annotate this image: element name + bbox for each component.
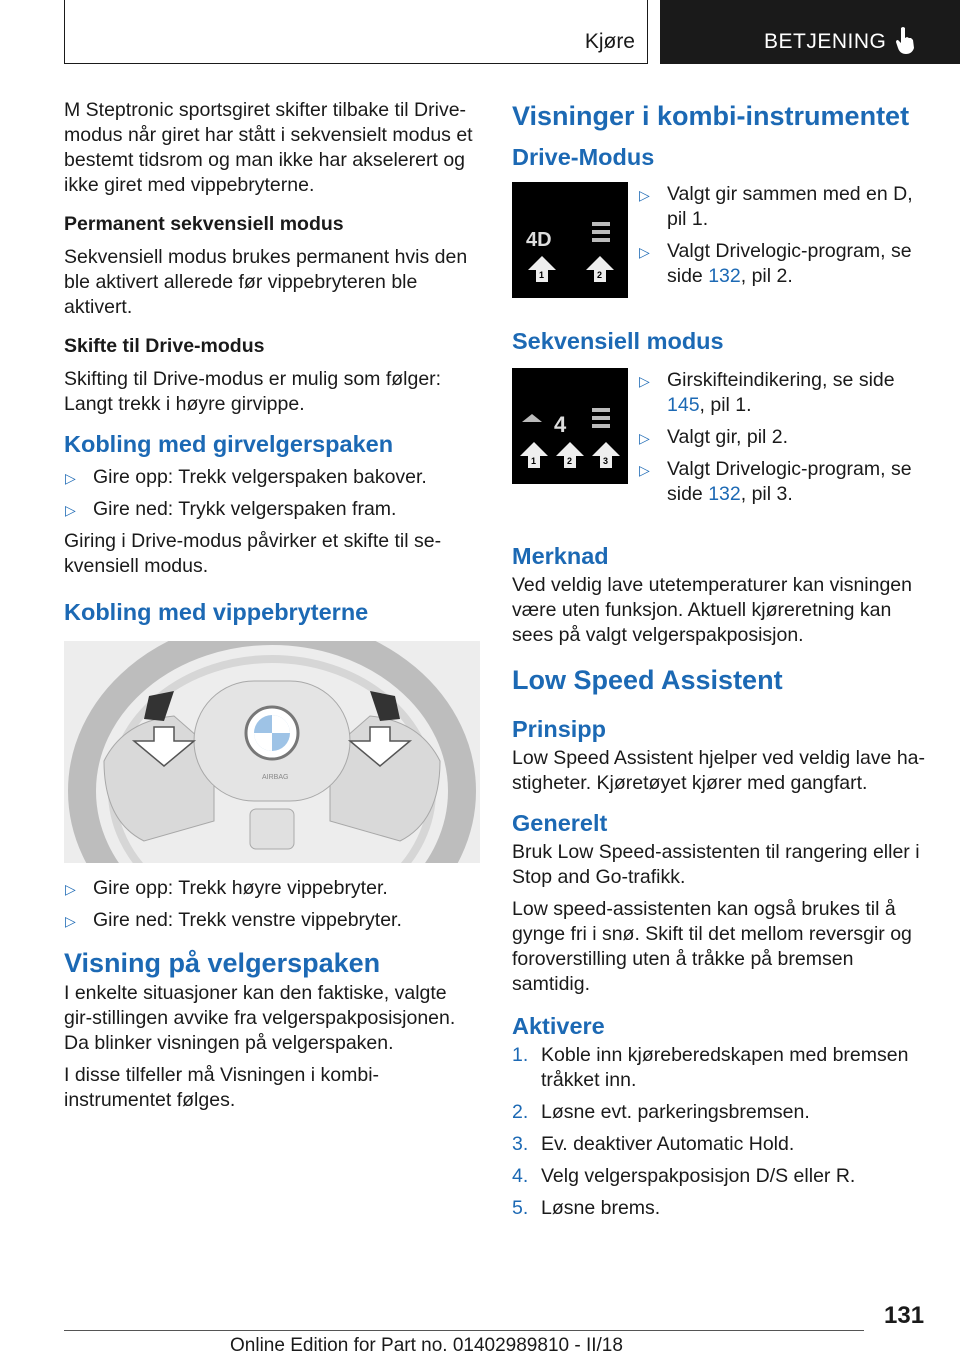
heading-low-speed: Low Speed Assistent bbox=[512, 665, 783, 695]
switch-drive-paragraph: Skifting til Drive-modus er mulig som følger: Langt trekk i høyre girvippe. bbox=[64, 368, 442, 415]
page-number: 131 bbox=[884, 1302, 925, 1329]
bullet-triangle-icon: ▷ bbox=[639, 244, 650, 260]
general-paragraph-1: Bruk Low Speed-assistenten til rangering eller i Stop and Go-trafikk. bbox=[512, 841, 920, 888]
bullet-triangle-icon: ▷ bbox=[639, 430, 650, 446]
bullet-triangle-icon: ▷ bbox=[65, 470, 76, 486]
bullet-triangle-icon: ▷ bbox=[639, 462, 650, 478]
heading-note: Merknad bbox=[512, 543, 609, 569]
svg-text:2: 2 bbox=[567, 456, 573, 466]
right-column bbox=[512, 100, 932, 1221]
list-item: ▷ Valgt Drivelogic-program, se side 132, pil 2. bbox=[639, 240, 912, 287]
bullet-triangle-icon: ▷ bbox=[639, 373, 650, 389]
footer-edition: Online Edition for Part no. 01402989810 - II/18 bbox=[230, 1335, 623, 1356]
step-item: 3. Ev. deaktiver Automatic Hold. bbox=[512, 1133, 795, 1155]
principle-paragraph: Low Speed Assistent hjelper ved veldig lave ha-stigheter. Kjøretøyet kjører med gangfart. bbox=[512, 747, 926, 794]
heading-sequential-mode: Sekvensiell modus bbox=[512, 328, 724, 354]
heading-activate: Aktivere bbox=[512, 1013, 605, 1039]
step-item: 1. Koble inn kjøreberedskapen med bremsen tråkket inn. bbox=[512, 1044, 909, 1091]
svg-text:4D: 4D bbox=[526, 229, 552, 251]
svg-text:1: 1 bbox=[539, 270, 545, 280]
hand-pointer-icon bbox=[894, 26, 918, 56]
svg-text:AIRBAG: AIRBAG bbox=[262, 774, 289, 781]
left-column bbox=[64, 98, 480, 1113]
sequential-mode-figure bbox=[512, 368, 628, 484]
header-section-label: Kjøre bbox=[584, 30, 635, 53]
lever-display-paragraph-1: I enkelte situasjoner kan den faktiske, valgte gir-stillingen avvike fra velgerspakposisjonen. Da blinker visningen på velgerspaken. bbox=[64, 982, 456, 1054]
general-paragraph-2: Low speed-assistenten kan også brukes til å gynge fri i snø. Skift til det mellom reversgir og foroverstilling uten å tråkke på bremsen samtidig. bbox=[512, 898, 912, 995]
list-item: ▷ Gire ned: Trekk venstre vippebryter. bbox=[64, 908, 480, 933]
svg-text:2: 2 bbox=[597, 270, 603, 280]
page-link[interactable]: 145 bbox=[667, 394, 700, 416]
bullet-triangle-icon: ▷ bbox=[65, 913, 76, 929]
list-item: ▷ Valgt gir sammen med en D, pil 1. bbox=[639, 183, 913, 230]
note-paragraph: Ved veldig lave utetemperaturer kan visningen være uten funksjon. Aktuell kjøreretning kan sees på valgt velgerspakposisjon. bbox=[512, 574, 912, 646]
drive-mode-figure bbox=[512, 182, 628, 298]
bullet-triangle-icon: ▷ bbox=[65, 502, 76, 518]
step-item: 5. Løsne brems. bbox=[512, 1197, 661, 1219]
heading-paddles: Kobling med vippebryterne bbox=[64, 599, 369, 625]
svg-text:3: 3 bbox=[603, 456, 609, 466]
list-item: ▷ Gire opp: Trekk velgerspaken bakover. bbox=[64, 465, 480, 490]
page-link[interactable]: 132 bbox=[708, 483, 741, 505]
header-chapter-label: BETJENING bbox=[764, 30, 887, 53]
heading-permanent-sequential: Permanent sekvensiell modus bbox=[64, 213, 344, 235]
intro-paragraph: M Steptronic sportsgiret skifter tilbake til Drive-modus når giret har stått i sekvensielt modus et bestemt tidsrom og man ikke har akselerert og ikke giret med vippebryterne. bbox=[64, 99, 473, 196]
heading-drive-mode: Drive-Modus bbox=[512, 144, 655, 170]
heading-switch-drive: Skifte til Drive-modus bbox=[64, 335, 265, 357]
svg-text:1: 1 bbox=[531, 456, 537, 466]
heading-instrument-cluster: Visninger i kombi-instrumentet bbox=[512, 101, 910, 131]
page-link[interactable]: 132 bbox=[708, 265, 741, 287]
list-item: ▷ Girskifteindikering, se side 145, pil 1. bbox=[639, 369, 895, 416]
gear-lever-paragraph: Giring i Drive-modus påvirker et skifte til se-kvensiell modus. bbox=[64, 530, 442, 577]
bullet-triangle-icon: ▷ bbox=[65, 881, 76, 897]
footer-divider bbox=[64, 1330, 864, 1331]
heading-general: Generelt bbox=[512, 810, 608, 836]
step-item: 2. Løsne evt. parkeringsbremsen. bbox=[512, 1101, 810, 1123]
svg-text:4: 4 bbox=[554, 412, 567, 437]
header-section-tab bbox=[64, 0, 648, 64]
steering-wheel-figure bbox=[64, 641, 480, 863]
heading-gear-lever: Kobling med girvelgerspaken bbox=[64, 431, 394, 457]
heading-principle: Prinsipp bbox=[512, 716, 607, 742]
lever-display-paragraph-2: I disse tilfeller må Visningen i kombi-instrumentet følges. bbox=[64, 1064, 380, 1111]
heading-lever-display: Visning på velgerspaken bbox=[64, 948, 381, 978]
list-item: ▷ Valgt gir, pil 2. bbox=[638, 425, 932, 450]
permanent-paragraph: Sekvensiell modus brukes permanent hvis den ble aktivert allerede før vippebryteren ble aktivert. bbox=[64, 246, 468, 318]
bullet-triangle-icon: ▷ bbox=[639, 187, 650, 203]
list-item: ▷ Gire ned: Trykk velgerspaken fram. bbox=[64, 497, 480, 522]
step-item: 4. Velg velgerspakposisjon D/S eller R. bbox=[512, 1165, 856, 1187]
list-item: ▷ Gire opp: Trekk høyre vippebryter. bbox=[64, 876, 480, 901]
list-item: ▷ Valgt Drivelogic-program, se side 132, pil 3. bbox=[639, 458, 912, 505]
